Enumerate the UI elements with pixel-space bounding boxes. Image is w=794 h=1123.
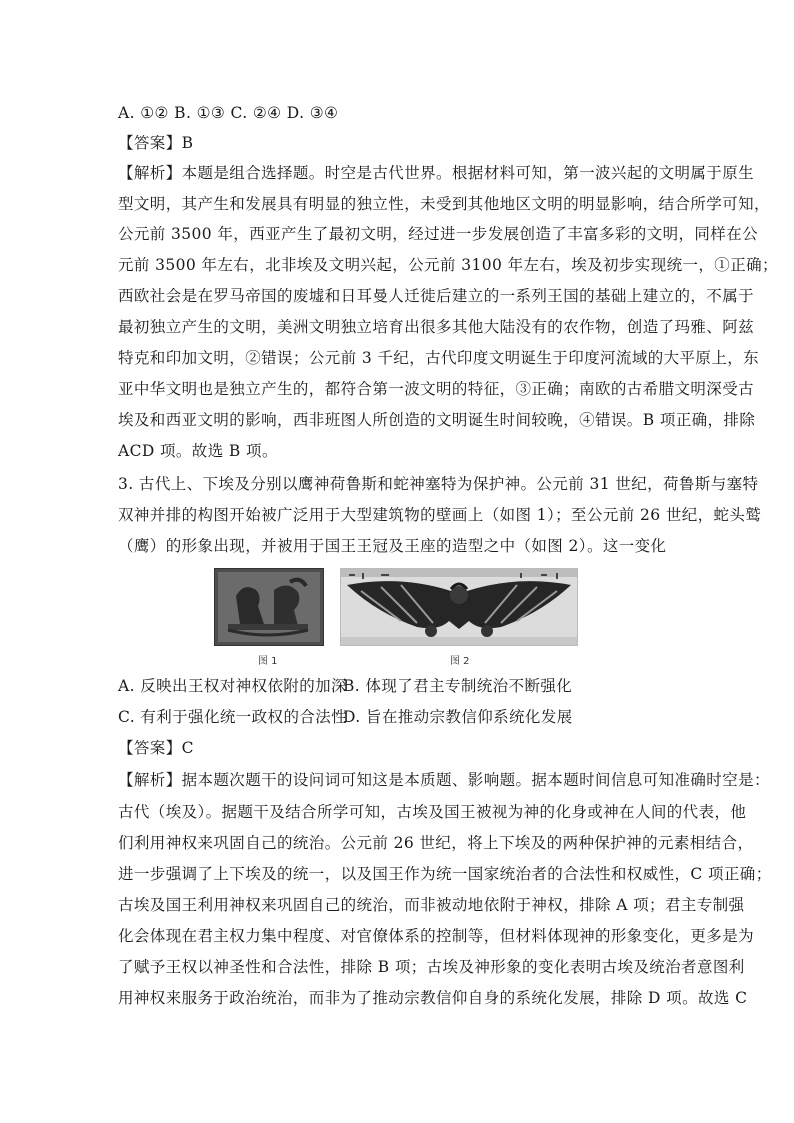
analysis-line: 西欧社会是在罗马帝国的废墟和日耳曼人迁徙后建立的一系列王国的基础上建立的，不属于 <box>118 287 755 305</box>
prev-answer-line: 【答案】B <box>118 134 194 152</box>
horus-seth-relief-icon <box>214 568 324 646</box>
analysis-line: 型文明，其产生和发展具有明显的独立性，未受到其他地区文明的明显影响，结合所学可知， <box>118 195 770 213</box>
figure-1-caption: 图 1 <box>258 656 278 667</box>
option-a: A. 反映出王权对神权依附的加深 <box>118 677 347 695</box>
analysis-line: 特克和印加文明，②错误；公元前 3 千纪，古代印度文明诞生于印度河流域的大平原上，东 <box>118 349 760 367</box>
explanation-line: 用神权来服务于政治统治，而非为了推动宗教信仰自身的系统化发展，排除 D 项。故选 C <box>118 989 748 1007</box>
option-d: D. 旨在推动宗教信仰系统化发展 <box>343 708 573 726</box>
figure-2-image <box>340 568 578 646</box>
analysis-line: 最初独立产生的文明，美洲文明独立培育出很多其他大陆没有的农作物，创造了玛雅、阿兹 <box>118 318 755 336</box>
explanation-line: 进一步强调了上下埃及的统一，以及国王作为统一国家统治者的合法性和权威性，C 项正确； <box>118 865 772 883</box>
option-b: B. 体现了君主专制统治不断强化 <box>343 677 573 695</box>
analysis-line: ACD 项。故选 B 项。 <box>118 442 278 460</box>
analysis-line: 【解析】本题是组合选择题。时空是古代世界。根据材料可知，第一波兴起的文明属于原生 <box>118 164 755 182</box>
explanation-line: 【解析】据本题次题干的设问词可知这是本质题、影响题。据本题时间信息可知准确时空是： <box>118 771 770 789</box>
figure-1-image <box>214 568 324 646</box>
figures <box>214 568 578 668</box>
explanation-line: 古埃及国王利用神权来巩固自己的统治，而非被动地依附于神权，排除 A 项；君主专制强 <box>118 896 745 914</box>
analysis-line: 元前 3500 年左右，北非埃及文明兴起，公元前 3100 年左右，埃及初步实现统一，①正确； <box>118 256 778 274</box>
question-stem-line: （鹰）的形象出现，并被用于国王王冠及王座的造型之中（如图 2）。这一变化 <box>118 537 667 555</box>
vulture-serpent-wings-icon <box>341 569 577 645</box>
question-stem-line: 3. 古代上、下埃及分别以鹰神荷鲁斯和蛇神塞特为保护神。公元前 31 世纪，荷鲁斯与塞特 <box>118 475 759 493</box>
explanation-line: 化会体现在君主权力集中程度、对官僚体系的控制等，但材料体现神的形象变化，更多是为 <box>118 927 755 945</box>
figure-2-caption: 图 2 <box>450 656 470 667</box>
explanation-line: 了赋予王权以神圣性和合法性，排除 B 项；古埃及神形象的变化表明古埃及统治者意图利 <box>118 958 745 976</box>
analysis-line: 公元前 3500 年，西亚产生了最初文明，经过进一步发展创造了丰富多彩的文明，同样在公 <box>118 225 759 243</box>
analysis-line: 亚中华文明也是独立产生的，都符合第一波文明的特征，③正确；南欧的古希腊文明深受古 <box>118 380 755 398</box>
analysis-line: 埃及和西亚文明的影响，西非班图人所创造的文明诞生时间较晚，④错误。B 项正确，排除 <box>118 411 756 429</box>
question-stem-line: 双神并排的构图开始被广泛用于大型建筑物的壁画上（如图 1）；至公元前 26 世纪，蛇头鹫 <box>118 506 762 524</box>
explanation-line: 们利用神权来巩固自己的统治。公元前 26 世纪，将上下埃及的两种保护神的元素相结合， <box>118 834 754 852</box>
answer-line: 【答案】C <box>118 739 194 757</box>
explanation-line: 古代（埃及）。据题干及结合所学可知，古埃及国王被视为神的化身或神在人间的代表，他 <box>118 803 747 821</box>
option-c: C. 有利于强化统一政权的合法性 <box>118 708 348 726</box>
prev-options-line: A. ①② B. ①③ C. ②④ D. ③④ <box>118 104 339 122</box>
